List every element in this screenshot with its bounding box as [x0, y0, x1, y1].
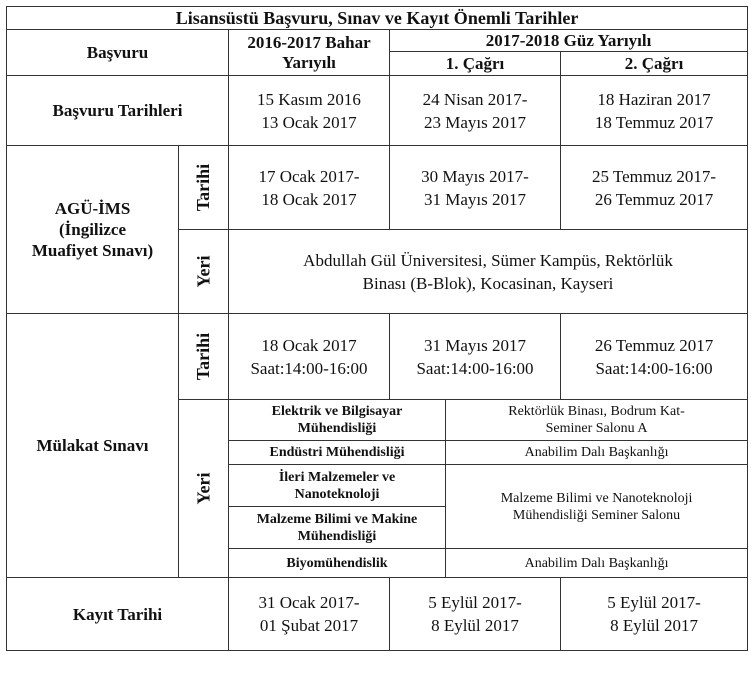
row-label-interview: Mülakat Sınavı	[7, 314, 179, 578]
exam-label-line3: Muafiyet Sınavı)	[31, 241, 154, 260]
application-term1-line1: 15 Kasım 2016	[257, 89, 361, 109]
interview-date-label-text: Tarihi	[192, 332, 213, 381]
exam-place-label-text: Yeri	[192, 255, 213, 288]
interview-date-label	[179, 314, 229, 400]
interview-dept-4	[229, 507, 446, 549]
registration-call2	[561, 578, 748, 651]
table-title: Lisansüstü Başvuru, Sınav ve Kayıt Önemli Tarihler	[7, 7, 748, 30]
registration-term1	[229, 578, 390, 651]
registration-call2-line2: 8 Eylül 2017	[610, 616, 698, 635]
exam-place-line2: Binası (B-Blok), Kocasinan, Kayseri	[362, 273, 614, 293]
exam-call1	[390, 146, 561, 230]
interview-call1	[390, 314, 561, 400]
application-call2-line2: 18 Temmuz 2017	[594, 112, 714, 132]
registration-call1-line1: 5 Eylül 2017-	[428, 593, 522, 612]
application-call1	[390, 76, 561, 146]
row-label-registration: Kayıt Tarihi	[7, 578, 229, 651]
exam-term1-line2: 18 Ocak 2017	[261, 189, 357, 209]
interview-call1-line1: 31 Mayıs 2017	[424, 335, 526, 355]
interview-dept-5: Biyomühendislik	[229, 549, 446, 578]
exam-date-label	[179, 146, 229, 230]
dept-1-location-line2: Seminer Salonu A	[545, 421, 648, 436]
application-term1-line2: 13 Ocak 2017	[261, 112, 357, 132]
exam-call2-line1: 25 Temmuz 2017-	[591, 166, 717, 186]
exam-call1-line2: 31 Mayıs 2017	[424, 189, 526, 209]
interview-call2-line1: 26 Temmuz 2017	[594, 335, 714, 355]
interview-place-label-text: Yeri	[192, 472, 213, 505]
interview-dept-2: Endüstri Mühendisliği	[229, 441, 446, 465]
exam-term1	[229, 146, 390, 230]
dept-3-line2: Nanoteknoloji	[294, 486, 380, 502]
exam-place-line1: Abdullah Gül Üniversitesi, Sümer Kampüs, Rektörlük	[303, 250, 673, 270]
exam-label-line2: (İngilizce	[58, 220, 127, 239]
exam-call2-line2: 26 Temmuz 2017	[594, 189, 714, 209]
application-call2-line1: 18 Haziran 2017	[597, 89, 711, 109]
registration-term1-line2: 01 Şubat 2017	[259, 616, 359, 635]
dept-3-line1: İleri Malzemeler ve	[278, 469, 396, 485]
registration-call1	[390, 578, 561, 651]
header-call-1: 1. Çağrı	[390, 52, 561, 76]
exam-place	[229, 230, 748, 314]
interview-dept-2-location: Anabilim Dalı Başkanlığı	[446, 441, 748, 465]
dept-3-location-line1: Malzeme Bilimi ve Nanoteknoloji	[500, 490, 693, 506]
application-term1	[229, 76, 390, 146]
interview-place-label	[179, 400, 229, 578]
dept-1-line2: Mühendisliği	[297, 421, 377, 436]
row-label-application: Başvuru Tarihleri	[7, 76, 229, 146]
header-basvuru: Başvuru	[7, 30, 229, 76]
important-dates-table	[6, 6, 748, 651]
interview-dept-1-location	[446, 400, 748, 441]
registration-call2-line1: 5 Eylül 2017-	[607, 593, 701, 612]
dept-3-location-line2: Mühendisliği Seminer Salonu	[512, 507, 681, 523]
interview-term1	[229, 314, 390, 400]
application-call1-line1: 24 Nisan 2017-	[422, 89, 528, 109]
header-term-fall-2017: 2017-2018 Güz Yarıyılı	[390, 30, 748, 52]
registration-call1-line2: 8 Eylül 2017	[431, 616, 519, 635]
dept-1-location-line1: Rektörlük Binası, Bodrum Kat-	[508, 404, 685, 419]
interview-dept-3	[229, 465, 446, 507]
interview-dept-5-location: Anabilim Dalı Başkanlığı	[446, 549, 748, 578]
dates-table-container	[6, 6, 748, 651]
registration-term1-line1: 31 Ocak 2017-	[258, 593, 360, 612]
dept-4-line1: Malzeme Bilimi ve Makine	[256, 511, 418, 527]
dept-4-line2: Mühendisliği	[297, 528, 377, 544]
interview-call2-line2: Saat:14:00-16:00	[595, 358, 713, 378]
exam-place-label	[179, 230, 229, 314]
header-term1-line2: Yarıyılı	[282, 52, 336, 72]
interview-call2	[561, 314, 748, 400]
application-call1-line2: 23 Mayıs 2017	[424, 112, 526, 132]
header-call-2: 2. Çağrı	[561, 52, 748, 76]
application-call2	[561, 76, 748, 146]
exam-date-label-text: Tarihi	[192, 163, 213, 212]
header-term-spring-2017	[229, 30, 390, 76]
header-term1-line1: 2016-2017 Bahar	[247, 32, 371, 52]
interview-call1-line2: Saat:14:00-16:00	[416, 358, 534, 378]
interview-dept-3-4-location	[446, 465, 748, 549]
exam-call2	[561, 146, 748, 230]
exam-term1-line1: 17 Ocak 2017-	[258, 166, 360, 186]
interview-term1-line1: 18 Ocak 2017	[261, 335, 357, 355]
interview-term1-line2: Saat:14:00-16:00	[250, 358, 368, 378]
row-label-exam	[7, 146, 179, 314]
exam-call1-line1: 30 Mayıs 2017-	[421, 166, 529, 186]
interview-dept-1	[229, 400, 446, 441]
exam-label-line1: AGÜ-İMS	[54, 199, 131, 218]
dept-1-line1: Elektrik ve Bilgisayar	[271, 404, 403, 419]
